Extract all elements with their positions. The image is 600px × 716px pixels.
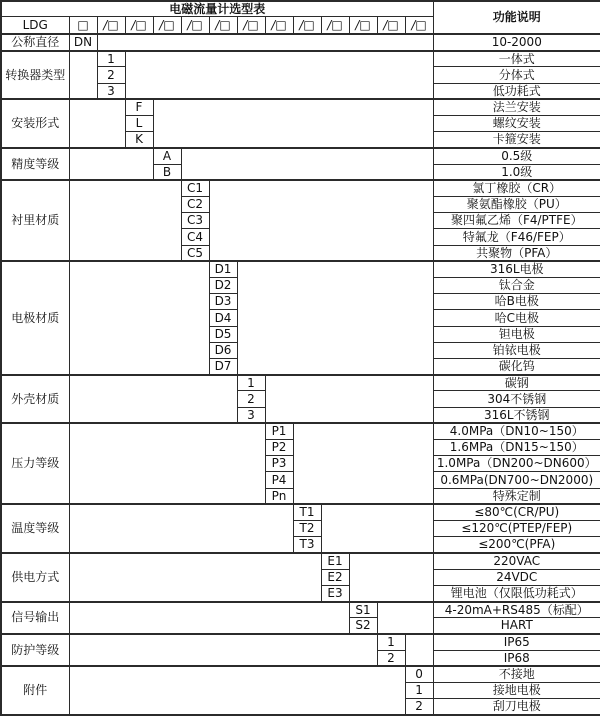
desc-cell: 特氟龙（F46/FEP） (433, 229, 600, 245)
table-row (1, 148, 600, 164)
table-row (1, 504, 600, 520)
code-cell-T2: T2 (293, 521, 321, 537)
table-row (1, 423, 600, 439)
desc-cell: 哈B电极 (433, 294, 600, 310)
desc-cell: 特殊定制 (433, 488, 600, 504)
group-label-3: 精度等级 (1, 148, 69, 180)
code-cell-T3: T3 (293, 537, 321, 553)
empty-cell (349, 553, 433, 602)
code-cell-S1: S1 (349, 602, 377, 618)
group-label-10: 信号输出 (1, 602, 69, 634)
empty-cell (321, 504, 433, 553)
code-cell-1: 1 (97, 51, 125, 67)
code-cell-1: 1 (237, 375, 265, 391)
model-box-slot: /□ (265, 16, 293, 34)
group-label-4: 衬里材质 (1, 180, 69, 261)
code-cell-0: 0 (405, 666, 433, 682)
desc-cell: 共聚物（PFA） (433, 245, 600, 261)
model-prefix: LDG (1, 16, 69, 34)
empty-cell (69, 423, 265, 504)
model-box-slot: /□ (209, 16, 237, 34)
desc-cell: 卡箍安装 (433, 132, 600, 148)
code-cell-E3: E3 (321, 585, 349, 601)
desc-cell: 1.0MPa（DN200~DN600） (433, 456, 600, 472)
desc-cell: 法兰安装 (433, 99, 600, 115)
page-title: 电磁流量计选型表 (1, 1, 433, 16)
empty-cell (237, 261, 433, 374)
table-row (1, 553, 600, 569)
desc-cell: 低功耗式 (433, 83, 600, 99)
code-cell-D4: D4 (209, 310, 237, 326)
code-cell-2: 2 (97, 67, 125, 83)
code-cell-D1: D1 (209, 261, 237, 277)
code-cell-C3: C3 (181, 213, 209, 229)
desc-cell: IP68 (433, 650, 600, 666)
empty-cell (69, 148, 153, 180)
code-cell-1: 1 (405, 683, 433, 699)
desc-cell: ≤120℃(PTEP/FEP) (433, 521, 600, 537)
empty-cell (97, 34, 433, 50)
empty-cell (265, 375, 433, 424)
desc-cell: HART (433, 618, 600, 634)
desc-cell: ≤200℃(PFA) (433, 537, 600, 553)
model-box-slot: /□ (377, 16, 405, 34)
empty-cell (69, 504, 293, 553)
desc-cell: 氯丁橡胶（CR） (433, 180, 600, 196)
desc-cell: 锂电池（仅限低功耗式） (433, 585, 600, 601)
code-cell-D6: D6 (209, 342, 237, 358)
table-row (1, 99, 600, 115)
code-cell-1: 1 (377, 634, 405, 650)
desc-cell: 4-20mA+RS485（标配） (433, 602, 600, 618)
group-label-7: 压力等级 (1, 423, 69, 504)
code-cell-D5: D5 (209, 326, 237, 342)
table-row (1, 180, 600, 196)
code-cell-2: 2 (377, 650, 405, 666)
empty-cell (209, 180, 433, 261)
model-box-slot: /□ (125, 16, 153, 34)
table-row (1, 34, 600, 50)
model-box-slot: /□ (181, 16, 209, 34)
model-box-slot: /□ (293, 16, 321, 34)
table-row (1, 375, 600, 391)
desc-cell: 分体式 (433, 67, 600, 83)
code-cell-P1: P1 (265, 423, 293, 439)
desc-cell: 哈C电极 (433, 310, 600, 326)
code-cell-E2: E2 (321, 569, 349, 585)
table-row (1, 602, 600, 618)
empty-cell (405, 634, 433, 666)
model-box-slot: /□ (97, 16, 125, 34)
desc-cell: 316L不锈钢 (433, 407, 600, 423)
desc-cell: IP65 (433, 634, 600, 650)
code-cell-T1: T1 (293, 504, 321, 520)
group-label-2: 安装形式 (1, 99, 69, 148)
desc-cell: 聚四氟乙烯（F4/PTFE） (433, 213, 600, 229)
code-cell-D2: D2 (209, 277, 237, 293)
group-label-5: 电极材质 (1, 261, 69, 374)
code-cell-F: F (125, 99, 153, 115)
title-row (1, 1, 600, 16)
code-cell-C1: C1 (181, 180, 209, 196)
empty-cell (69, 261, 209, 374)
desc-cell: 1.0级 (433, 164, 600, 180)
desc-cell: 钛合金 (433, 277, 600, 293)
empty-cell (181, 148, 433, 180)
model-box-slot: /□ (237, 16, 265, 34)
desc-cell: 螺纹安装 (433, 115, 600, 131)
empty-cell (69, 666, 405, 715)
empty-cell (69, 99, 125, 148)
code-cell-P4: P4 (265, 472, 293, 488)
code-cell-A: A (153, 148, 181, 164)
code-cell-3: 3 (97, 83, 125, 99)
empty-cell (69, 634, 377, 666)
code-cell-E1: E1 (321, 553, 349, 569)
code-cell-C2: C2 (181, 196, 209, 212)
desc-cell: 一体式 (433, 51, 600, 67)
model-box-first: □ (69, 16, 97, 34)
desc-cell: 0.6MPa(DN700~DN2000) (433, 472, 600, 488)
empty-cell (69, 602, 349, 634)
desc-cell: 不接地 (433, 666, 600, 682)
empty-cell (125, 51, 433, 100)
table-row (1, 261, 600, 277)
desc-cell: 316L电极 (433, 261, 600, 277)
desc-cell: 0.5级 (433, 148, 600, 164)
empty-cell (69, 553, 321, 602)
table-row (1, 51, 600, 67)
model-box-slot: /□ (153, 16, 181, 34)
group-label-1: 转换器类型 (1, 51, 69, 100)
group-label-8: 温度等级 (1, 504, 69, 553)
model-box-slot: /□ (405, 16, 433, 34)
desc-cell: 钽电极 (433, 326, 600, 342)
desc-cell: 304不锈钢 (433, 391, 600, 407)
model-box-slot: /□ (349, 16, 377, 34)
code-cell-C4: C4 (181, 229, 209, 245)
desc-cell: 聚氨酯橡胶（PU） (433, 196, 600, 212)
code-cell-Pn: Pn (265, 488, 293, 504)
empty-cell (377, 602, 433, 634)
empty-cell (69, 375, 237, 424)
table-row (1, 666, 600, 682)
code-cell-B: B (153, 164, 181, 180)
desc-cell: 碳钢 (433, 375, 600, 391)
desc-cell: 碳化钨 (433, 358, 600, 374)
code-cell-S2: S2 (349, 618, 377, 634)
code-cell-3: 3 (237, 407, 265, 423)
model-box-slot: /□ (321, 16, 349, 34)
empty-cell (153, 99, 433, 148)
group-label-0: 公称直径 (1, 34, 69, 50)
desc-cell: 接地电极 (433, 683, 600, 699)
selection-table-body (1, 1, 600, 715)
empty-cell (69, 51, 97, 100)
empty-cell (69, 180, 181, 261)
code-cell-K: K (125, 132, 153, 148)
group-label-11: 防护等级 (1, 634, 69, 666)
function-column-header: 功能说明 (433, 1, 600, 34)
code-cell-D3: D3 (209, 294, 237, 310)
desc-cell: 刮刀电极 (433, 699, 600, 715)
desc-cell: 220VAC (433, 553, 600, 569)
code-cell-P2: P2 (265, 439, 293, 455)
desc-cell: 24VDC (433, 569, 600, 585)
code-cell-2: 2 (405, 699, 433, 715)
code-cell-2: 2 (237, 391, 265, 407)
code-cell-D7: D7 (209, 358, 237, 374)
code-cell-P3: P3 (265, 456, 293, 472)
group-label-12: 附件 (1, 666, 69, 715)
desc-cell: 1.6MPa（DN15~150） (433, 439, 600, 455)
group-label-9: 供电方式 (1, 553, 69, 602)
desc-cell: 铂铱电极 (433, 342, 600, 358)
desc-cell: 4.0MPa（DN10~150） (433, 423, 600, 439)
table-row (1, 634, 600, 650)
code-cell-DN: DN (69, 34, 97, 50)
desc-cell: 10-2000 (433, 34, 600, 50)
code-cell-L: L (125, 115, 153, 131)
empty-cell (293, 423, 433, 504)
desc-cell: ≤80℃(CR/PU) (433, 504, 600, 520)
code-cell-C5: C5 (181, 245, 209, 261)
group-label-6: 外壳材质 (1, 375, 69, 424)
